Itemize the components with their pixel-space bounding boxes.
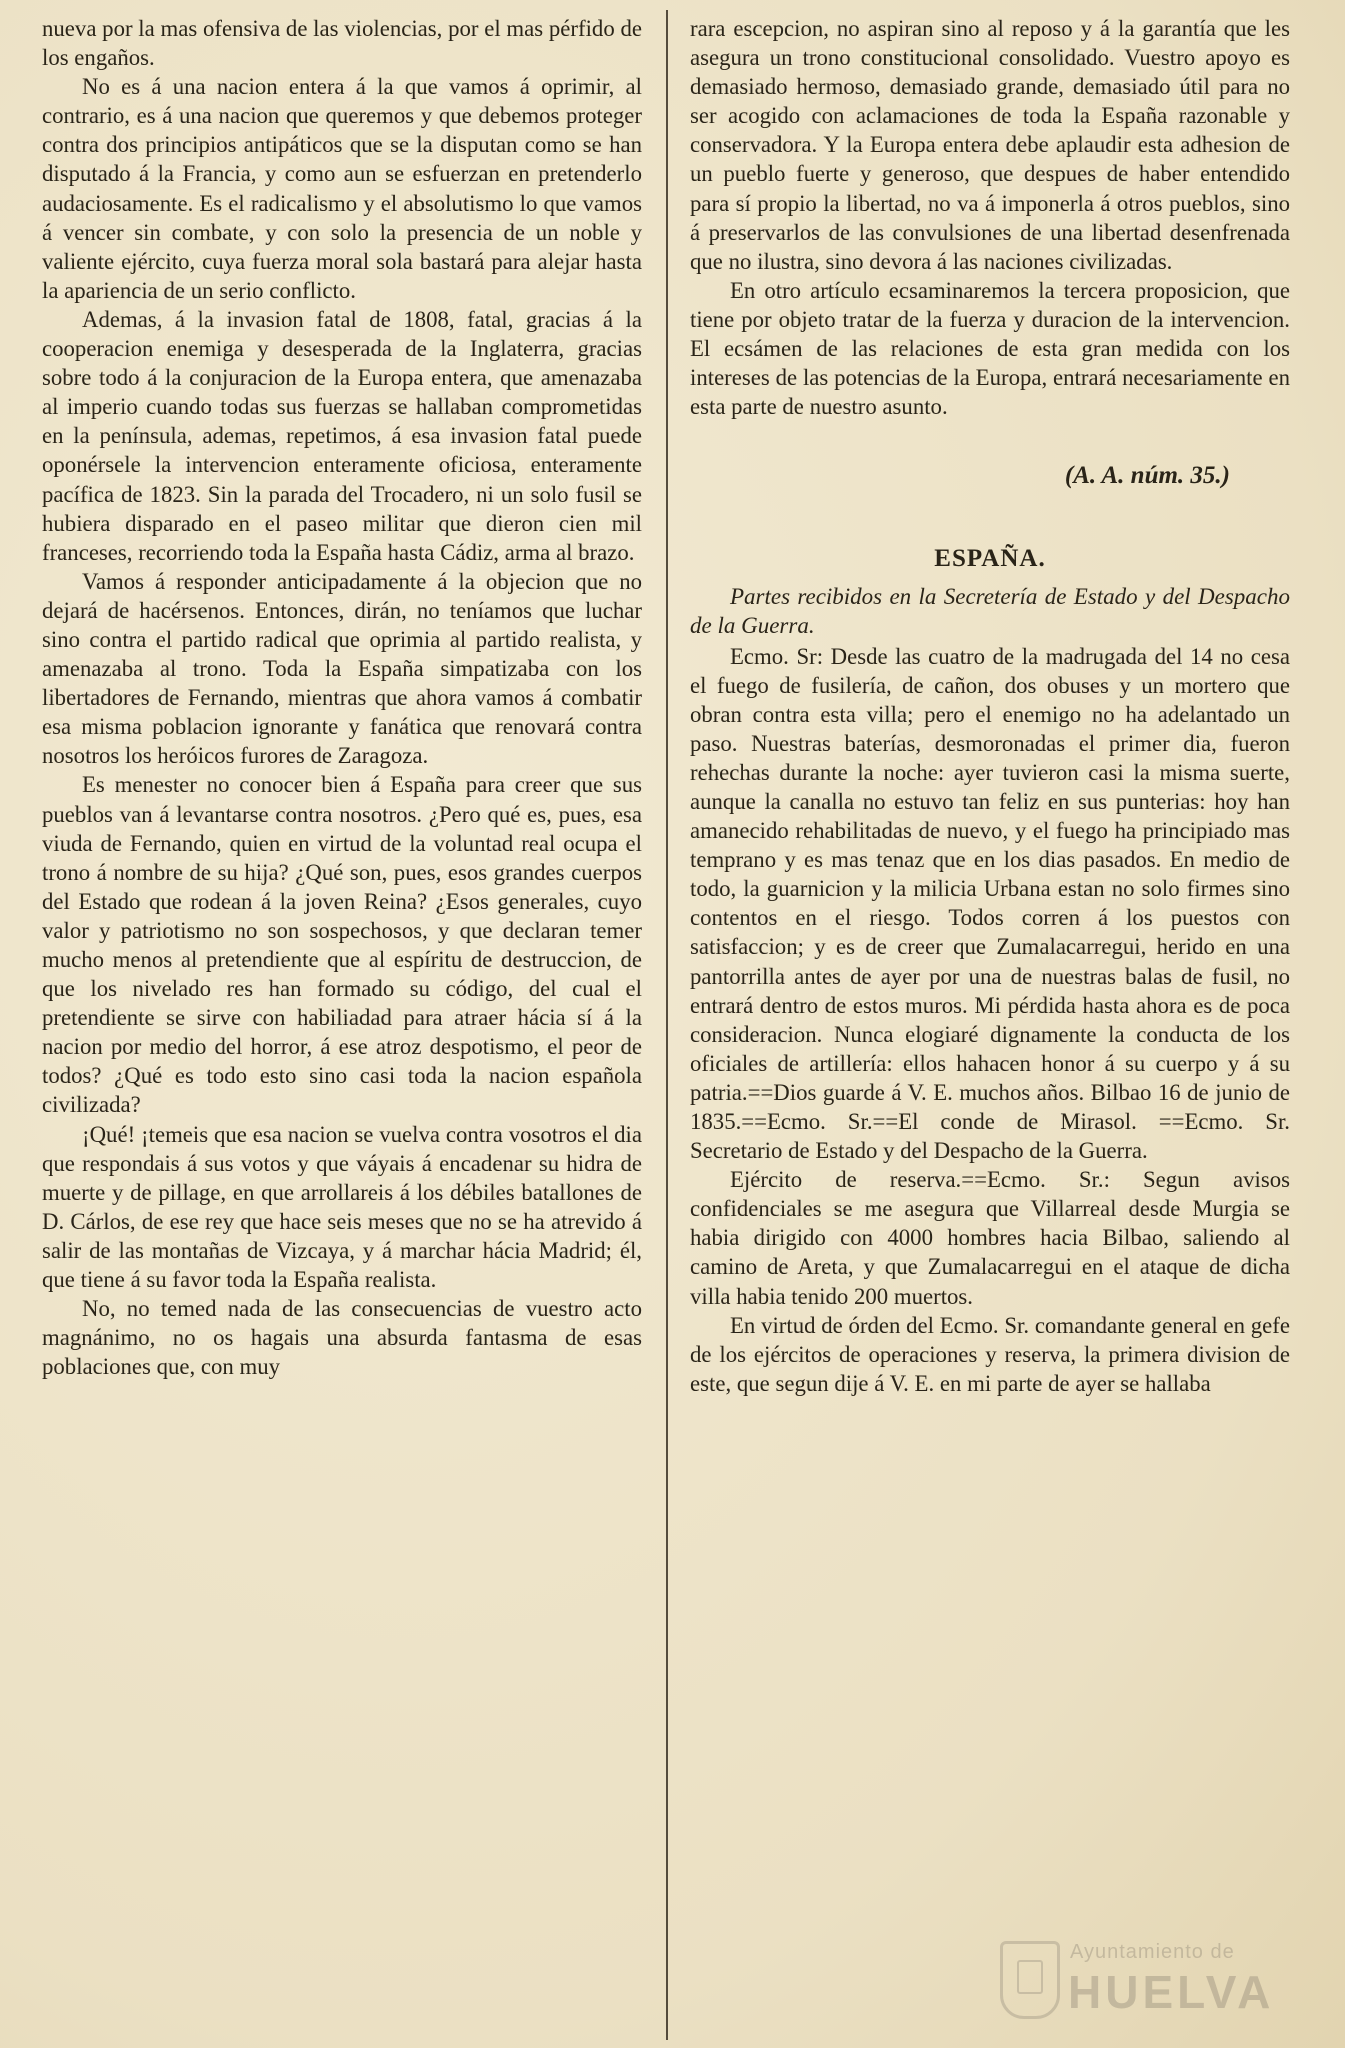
crest-icon <box>1000 1941 1060 2019</box>
archive-watermark <box>1000 1935 1300 2025</box>
column-divider <box>666 10 668 2040</box>
paragraph: ¡Qué! ¡temeis que esa nacion se vuelva contra vosotros el dia que respondais á sus votos y que váyais á encadenar su hidra de muerte y de pillage, en que arrollareis á los débiles batallones de D. Cárlos, de ese rey que hace seis meses que no se ha atrevido á salir de las montañas de Vizcaya, y á marchar hácia Madrid; él, que tiene á su favor toda la España realista. <box>42 1121 642 1293</box>
paragraph: Ecmo. Sr: Desde las cuatro de la madrugada del 14 no cesa el fuego de fusilería, de cañon, dos obuses y un mortero que obran contra esta villa; pero el enemigo no ha adelantado un paso. Nuestras baterías, desmoronadas el primer dia, fueron rehechas durante la noche: ayer tuvieron casi la misma suerte, aunque la canalla no estuvo tan feliz en sus punterias: hoy han amanecido rehabilitadas de nuevo, y el fuego ha principiado mas temprano y es mas tenaz que en los dias pasados. En medio de todo, la guarnicion y la milicia Urbana estan no solo firmes sino contentos en el riesgo. Todos corren á los puestos con satisfaccion; y es de creer que Zumalacarregui, herido en una pantorrilla antes de ayer por una de nuestras balas de fusil, no entrará dentro de estos muros. Mi pérdida hasta ahora es de poca consideracion. Nunca elogiaré dignamente la conducta de los oficiales de artillería: ellos hahacen honor á su cuerpo y á su patria.==Dios guarde á V. E. muchos años. Bilbao 16 de junio de 1835.==Ecmo. Sr.==El conde de Mirasol. ==Ecmo. Sr. Secretario de Estado y del Despacho de la Guerra. <box>690 643 1290 1164</box>
watermark-line-2: HUELVA <box>1068 1966 1275 2018</box>
paragraph: No, no temed nada de las consecuencias de vuestro acto magnánimo, no os hagais una absurda fantasma de esas poblaciones que, con muy <box>42 1296 642 1380</box>
paragraph: Ademas, á la invasion fatal de 1808, fatal, gracias á la cooperacion enemiga y desesperada de la Inglaterra, gracias sobre todo á la conjuracion de la Europa entera, que amenazaba al imperio cuando todas sus fuerzas se hallaban comprometidas en la península, ademas, repetimos, á esa invasion fatal puede oponérsele la intervencion enteramente oficiosa, enteramente pacífica de 1823. Sin la parada del Trocadero, ni un solo fusil se hubiera disparado en el paseo militar que dieron cien mil franceses, recorriendo toda la España hasta Cádiz, arma al brazo. <box>42 306 642 565</box>
article-signature: (A. A. núm. 35.) <box>1064 462 1230 490</box>
paragraph: En otro artículo ecsaminaremos la tercera proposicion, que tiene por objeto tratar de la fuerza y duracion de la intervencion. El ecsámen de las relaciones de esta gran medida con los intereses de las potencias de la Europa, entrará necesariamente en esta parte de nuestro asunto. <box>690 277 1290 420</box>
section-subtitle: Partes recibidos en la Secretería de Estado y del Despacho de la Guerra. <box>690 583 1290 638</box>
left-column <box>42 14 642 1381</box>
paragraph: En virtud de órden del Ecmo. Sr. comandante general en gefe de los ejércitos de operaciones y reserva, la primera division de este, que segun dije á V. E. en mi parte de ayer se hallaba <box>690 1312 1290 1396</box>
paragraph: Ejército de reserva.==Ecmo. Sr.: Segun avisos confidenciales se me asegura que Villarreal desde Murgia se habia dirigido con 4000 hombres hacia Bilbao, saliendo al camino de Areta, y que Zumalacarregui en el ataque de dicha villa habia tenido 200 muertos. <box>690 1167 1290 1309</box>
paragraph: rara escepcion, no aspiran sino al reposo y á la garantía que les asegura un trono constitucional consolidado. Vuestro apoyo es demasiado hermoso, demasiado grande, demasiado útil para no ser acogido con aclamaciones de toda la España razonable y conservadora. Y la Europa entera debe aplaudir esta adhesion de un pueblo fuerte y generoso, que despues de haber entendido para sí propio la libertad, no va á imponerla á otros pueblos, sino á preservarlos de las convulsiones de una libertad desenfrenada que no ilustra, sino devora á las naciones civilizadas. <box>690 16 1290 274</box>
section-title: ESPAÑA. <box>934 545 1046 573</box>
right-column <box>690 14 1290 1398</box>
paragraph: Es menester no conocer bien á España para creer que sus pueblos van á levantarse contra nosotros. ¿Pero qué es, pues, esa viuda de Fernando, quien en virtud de la voluntad real ocupa el trono á nombre de su hija? ¿Qué son, pues, esos grandes cuerpos del Estado que rodean á la joven Reina? ¿Esos generales, cuyo valor y patriotismo no son sospechosos, y que declaran temer mucho menos al pretendiente que al espíritu de destruccion, de que los nivelado res han formado su código, del cual el pretendiente se sirve con habiliadad para atraer hácia sí á la nacion por medio del horror, á ese atroz despotismo, el peor de todos? ¿Qué es todo esto sino casi toda la nacion española civilizada? <box>42 772 642 1118</box>
paragraph: nueva por la mas ofensiva de las violencias, por el mas pérfido de los engaños. <box>42 16 642 71</box>
paragraph: Vamos á responder anticipadamente á la objecion que no dejará de hacérsenos. Entonces, dirán, no teníamos que luchar sino contra el partido radical que oprimia al partido realista, y amenazaba al trono. Toda la España simpatizaba con los libertadores de Fernando, mientras que ahora vamos á combatir esa misma poblacion ignorante y fanática que renovará contra nosotros los heróicos furores de Zaragoza. <box>42 568 642 769</box>
paragraph: No es á una nacion entera á la que vamos á oprimir, al contrario, es á una nacion que queremos y que debemos proteger contra dos principios antipáticos que se la disputan como se han disputado á la Francia, y como aun se esfuerzan en pretenderlo audaciosamente. Es el radicalismo y el absolutismo lo que vamos á vencer sin combate, y con solo la presencia de un noble y valiente ejército, cuya fuerza moral sola bastará para alejar hasta la apariencia de un serio conflicto. <box>42 74 642 303</box>
watermark-line-1: Ayuntamiento de <box>1070 1941 1235 1963</box>
